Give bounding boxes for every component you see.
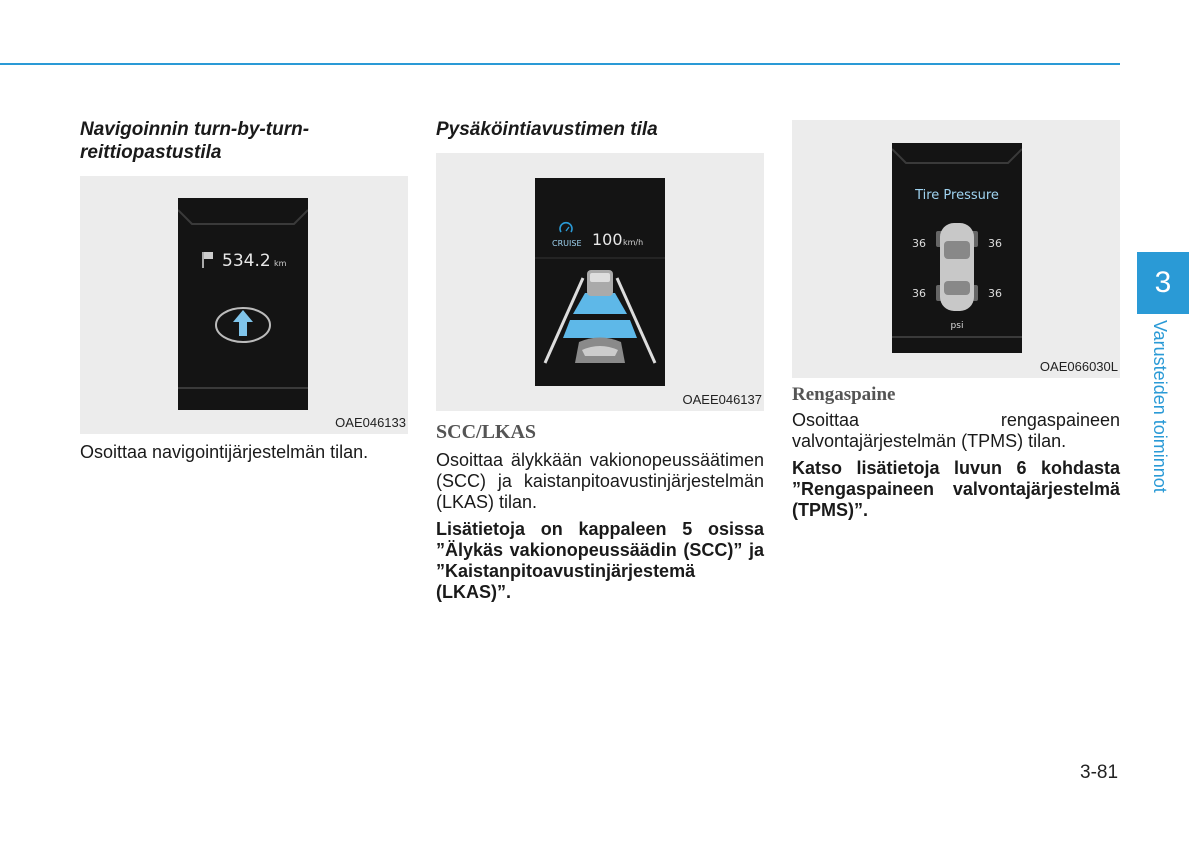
speed-unit: km/h [623,238,644,247]
pressure-unit: psi [950,321,964,331]
distance-value: 534.2 [222,251,271,271]
body-text: Osoittaa navigointijärjestelmän tilan. [80,442,369,462]
chapter-tab: 3 [1137,252,1189,314]
body-text: Osoittaa rengaspaineen valvontajärjestelmän (TPMS) tilan. [792,410,1120,451]
section-parking-assist [436,118,764,603]
tire-rear-right: 36 [988,287,1002,300]
cluster-display [178,198,308,410]
car-icon [587,270,613,296]
scc-lkas-figure [436,153,764,411]
chapter-title [1140,320,1180,510]
section-tire-pressure [792,120,1120,521]
reference-text: Katso lisätietoja luvun 6 kohdasta ”Rengaspaineen valvontajärjestelmä (TPMS)”. [792,458,1120,520]
tire-rear-left: 36 [912,287,926,300]
car-top-icon [936,223,978,311]
arrow-up-icon [216,308,270,342]
subheading: SCC/LKAS [436,421,537,443]
chapter-title-text: Varusteiden toiminnot [1150,320,1170,493]
section-navigation [80,118,408,463]
figure-caption: OAE046133 [335,415,406,430]
reference-text: Lisätietoja on kappaleen 5 osissa ”Älykäs vakionopeussäädin (SCC)” ja ”Kaistanpitoavustinjärjestemä (LKAS)”. [436,519,764,602]
header-rule [0,63,1120,65]
section-heading: Pysäköintiavustimen tila [436,119,658,140]
tire-front-left: 36 [912,237,926,250]
subheading: Rengaspaine [792,384,896,405]
flag-icon [203,252,213,268]
cruise-icon [560,223,572,232]
section-heading: Navigoinnin turn-by-turn-reittiopastustila [80,119,310,163]
figure-caption: OAEE046137 [682,392,762,407]
cluster-display [892,143,1022,353]
speed-value: 100 [592,230,623,249]
car-icon [575,338,625,364]
cruise-label: CRUISE [552,239,582,248]
figure-caption: OAE066030L [1039,359,1118,374]
body-text: Osoittaa älykkään vakionopeussäätimen (SCC) ja kaistanpitoavustinjärjestelmän (LKAS) tilan. [436,450,764,512]
tire-front-right: 36 [988,237,1002,250]
page-number: 3-81 [1080,762,1119,783]
navigation-figure [80,176,408,434]
tire-pressure-figure [792,120,1120,378]
tpms-title: Tire Pressure [915,188,999,203]
distance-unit: km [274,259,287,268]
cluster-display [535,178,665,386]
